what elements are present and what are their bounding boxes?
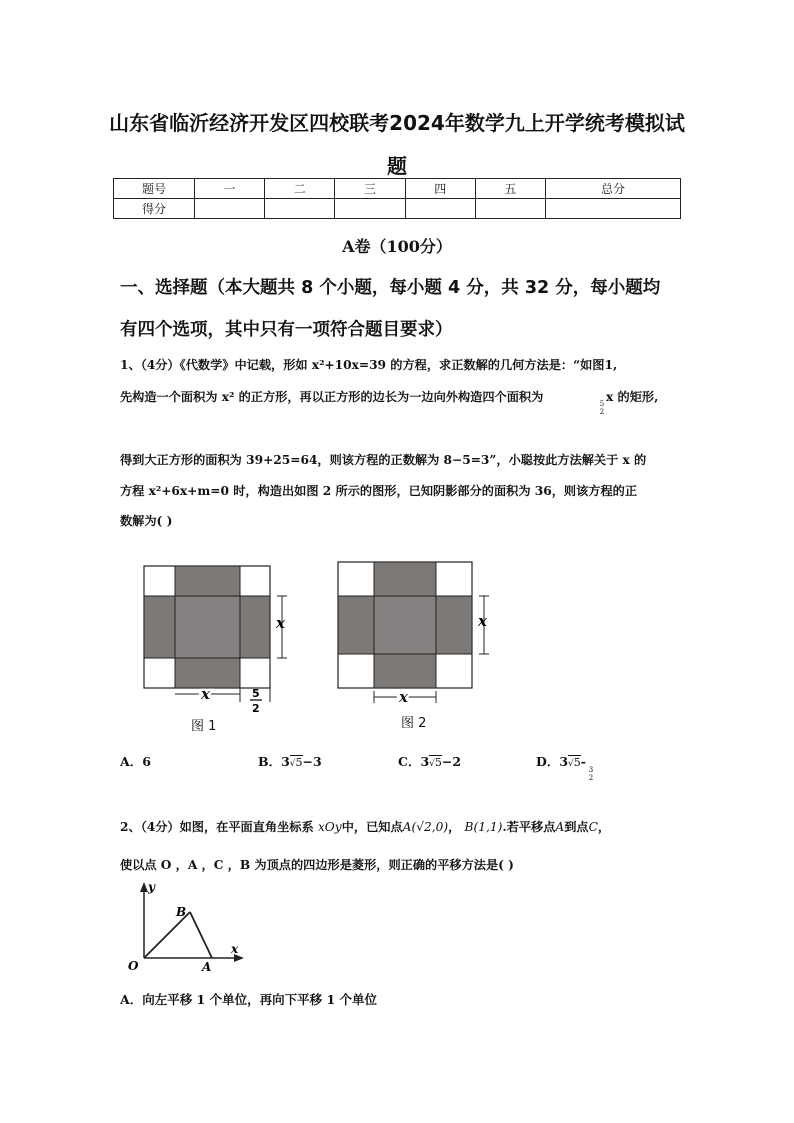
score-table-cell — [265, 199, 335, 219]
point-a-label: A — [202, 960, 212, 974]
radical-sign: √ — [289, 759, 296, 769]
score-table-score-row — [114, 199, 681, 219]
q1-option-d-fraction — [587, 766, 595, 782]
radicand: 5 — [573, 756, 581, 769]
q2-option-a[interactable]: A．向左平移 1 个单位，再向下平移 1 个单位 — [120, 992, 378, 1007]
score-table-cell: 得分 — [114, 199, 195, 219]
fig1-center-square — [175, 596, 240, 658]
q2-text-segment: ， — [597, 820, 611, 834]
option-prefix: B．3 — [258, 754, 290, 769]
fig1-bottom-label: x — [201, 685, 210, 703]
option-suffix: −2 — [441, 754, 462, 769]
radical-sign: √ — [568, 759, 574, 769]
q2-coordinate-graph — [120, 878, 250, 978]
q2-text-segment: 2、（4分）如图，在平面直角坐标系 — [120, 820, 314, 834]
score-table-cell: 四 — [405, 179, 475, 199]
q1-fraction — [598, 400, 606, 416]
score-table-cell — [475, 199, 545, 219]
section-heading-continued: 有四个选项，其中只有一项符合题目要求） — [120, 320, 453, 340]
option-minus: - — [580, 754, 586, 769]
y-axis-label: y — [148, 880, 155, 894]
x-axis-label: x — [231, 942, 239, 956]
score-table-cell — [195, 199, 265, 219]
q2-var-a: A — [555, 820, 565, 834]
q2-text-line: 使以点 O ，A ，C ，B 为顶点的四边形是菱形，则正确的平移方法是( ) — [120, 858, 514, 872]
segment-ba — [190, 912, 212, 958]
q2-math-xoy: xOy — [317, 820, 342, 834]
score-table-header-row — [114, 179, 681, 199]
radical-5 — [290, 755, 303, 769]
radicand: 5 — [434, 756, 442, 769]
q1-text-line: 数解为( ) — [120, 514, 173, 528]
q2-text-segment: 中，已知点 — [341, 820, 403, 834]
radical-5 — [429, 755, 442, 769]
q2-text-segment: ， — [448, 820, 461, 834]
figure-2 — [334, 556, 504, 706]
q1-text-segment: x 的矩形, — [606, 390, 659, 404]
score-table-cell: 三 — [335, 179, 405, 199]
score-table-cell: 五 — [475, 179, 545, 199]
q1-option-a[interactable]: A．6 — [120, 754, 151, 769]
figure-1-caption: 图 1 — [191, 719, 217, 734]
radicand: 5 — [295, 756, 303, 769]
q1-option-d[interactable] — [536, 752, 586, 770]
volume-heading: A卷（100分） — [342, 237, 452, 256]
q1-option-b[interactable] — [258, 752, 322, 770]
page-title: 山东省临沂经济开发区四校联考2024年数学九上开学统考模拟试 — [109, 111, 685, 135]
fig1-small-numerator: 5 — [252, 687, 260, 700]
score-table-cell: 二 — [265, 179, 335, 199]
q2-text-line — [120, 818, 610, 835]
section-heading: 一、选择题（本大题共 8 个小题，每小题 4 分，共 32 分，每小题均 — [120, 278, 661, 298]
fig1-small-denominator: 2 — [252, 702, 260, 715]
q1-text-line: 1、（4分）《代数学》中记载，形如 x²+10x=39 的方程，求正数解的几何方法是：“如图1, — [120, 358, 618, 372]
radical-sign: √ — [429, 759, 435, 769]
fraction-numerator: 3 — [588, 766, 594, 774]
fig2-side-label: x — [478, 612, 487, 630]
fraction-denominator: 2 — [588, 774, 594, 782]
option-suffix: −3 — [302, 754, 322, 769]
score-table-cell — [546, 199, 681, 219]
fig2-center-square — [374, 596, 436, 654]
origin-label: O — [128, 959, 139, 973]
fig1-side-label: x — [276, 614, 285, 632]
q1-text-line: 方程 x²+6x+m=0 时，构造出如图 2 所示的图形，已知阴影部分的面积为 36，则该方程的正 — [120, 484, 638, 498]
score-table-cell: 题号 — [114, 179, 195, 199]
q1-text-segment: 先构造一个面积为 x² 的正方形，再以正方形的边长为一边向外构造四个面积为 — [120, 390, 544, 404]
q1-option-c[interactable] — [398, 752, 461, 770]
q2-point-a: A(√2,0) — [402, 820, 449, 834]
score-table-cell: 一 — [195, 179, 265, 199]
y-axis-arrow-icon — [140, 882, 148, 892]
figure-1 — [140, 560, 310, 720]
q2-text-segment: .若平移点 — [502, 820, 556, 834]
figure-2-caption: 图 2 — [401, 716, 427, 731]
option-prefix: C．3 — [398, 754, 430, 769]
q1-text-line — [120, 388, 543, 405]
score-table — [113, 178, 681, 219]
q1-text-line: 得到大正方形的面积为 39+25=64，则该方程的正数解为 8−5=3”，小聪按此方法解关于 x 的 — [120, 453, 647, 467]
score-table-cell: 总分 — [546, 179, 681, 199]
option-prefix: D．3 — [536, 754, 569, 769]
radical-5 — [568, 755, 581, 769]
page-title-continued: 题 — [387, 154, 407, 178]
q2-point-b: B(1,1) — [464, 820, 503, 834]
fraction-denominator: 2 — [599, 408, 605, 416]
score-table-cell — [335, 199, 405, 219]
score-table-cell — [405, 199, 475, 219]
q2-var-c: C — [588, 820, 598, 834]
point-b-label: B — [176, 905, 187, 919]
fraction-numerator: 5 — [599, 400, 605, 408]
fig2-bottom-label: x — [399, 688, 408, 706]
q2-text-segment: 到点 — [564, 820, 589, 834]
